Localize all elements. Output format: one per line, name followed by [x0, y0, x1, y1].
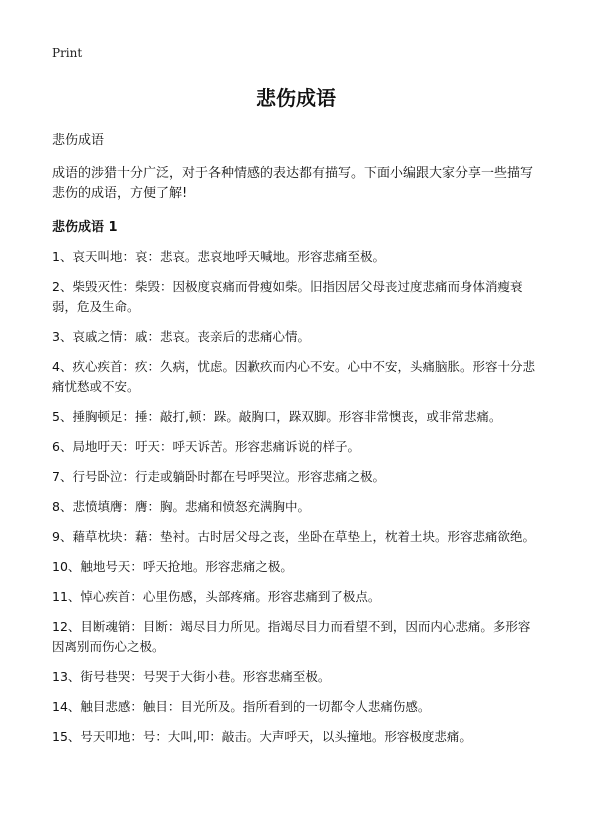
- idiom-entry: 15、号天叩地：号：大叫,叩：敲击。大声呼天，以头撞地。形容极度悲痛。: [52, 729, 472, 744]
- idiom-entry: 9、藉草枕块：藉：垫衬。古时居父母之丧，坐卧在草垫上，枕着土块。形容悲痛欲绝。: [52, 529, 535, 544]
- page-title: 悲伤成语: [256, 86, 336, 110]
- intro-paragraph: 成语的涉猎十分广泛，对于各种情感的表达都有描写。下面小编跟大家分享一些描写悲伤的成语，方便了解!: [52, 166, 534, 201]
- idiom-entry: 7、行号卧泣：行走或躺卧时都在号呼哭泣。形容悲痛之极。: [52, 469, 385, 484]
- subtitle: 悲伤成语: [52, 133, 105, 148]
- idiom-entry: 6、局地吁天：吁天：呼天诉苦。形容悲痛诉说的样子。: [52, 439, 360, 454]
- idiom-entry: 1、哀天叫地：哀：悲哀。悲哀地呼天喊地。形容悲痛至极。: [52, 249, 385, 264]
- print-link[interactable]: Print: [52, 46, 83, 60]
- idiom-entry: 11、悼心疾首：心里伤感，头部疼痛。形容悲痛到了极点。: [52, 589, 381, 604]
- idiom-entry: 2、柴毁灭性：柴毁：因极度哀痛而骨瘦如柴。旧指因居父母丧过度悲痛而身体消瘦衰弱，危及生命。: [52, 279, 523, 314]
- idiom-entry: 10、触地号天：呼天抢地。形容悲痛之极。: [52, 559, 293, 574]
- idiom-list: [52, 247, 540, 747]
- section-heading: 悲伤成语 1: [52, 220, 118, 235]
- idiom-entry: 8、悲愤填膺：膺：胸。悲痛和愤怒充满胸中。: [52, 499, 310, 514]
- idiom-entry: 14、触目悲感：触目：目光所及。指所看到的一切都令人悲痛伤感。: [52, 699, 431, 714]
- idiom-entry: 3、哀戚之情：戚：悲哀。丧亲后的悲痛心情。: [52, 329, 310, 344]
- idiom-entry: 12、目断魂销：目断：竭尽目力所见。指竭尽目力而看望不到，因而内心悲痛。多形容因离别而伤心之极。: [52, 619, 531, 654]
- idiom-entry: 5、捶胸顿足：捶：敲打,顿：跺。敲胸口，跺双脚。形容非常懊丧，或非常悲痛。: [52, 409, 502, 424]
- idiom-entry: 4、疚心疾首：疚：久病，忧虑。因歉疚而内心不安。心中不安，头痛脑胀。形容十分悲痛忧愁或不安。: [52, 359, 535, 394]
- idiom-entry: 13、街号巷哭：号哭于大街小巷。形容悲痛至极。: [52, 669, 331, 684]
